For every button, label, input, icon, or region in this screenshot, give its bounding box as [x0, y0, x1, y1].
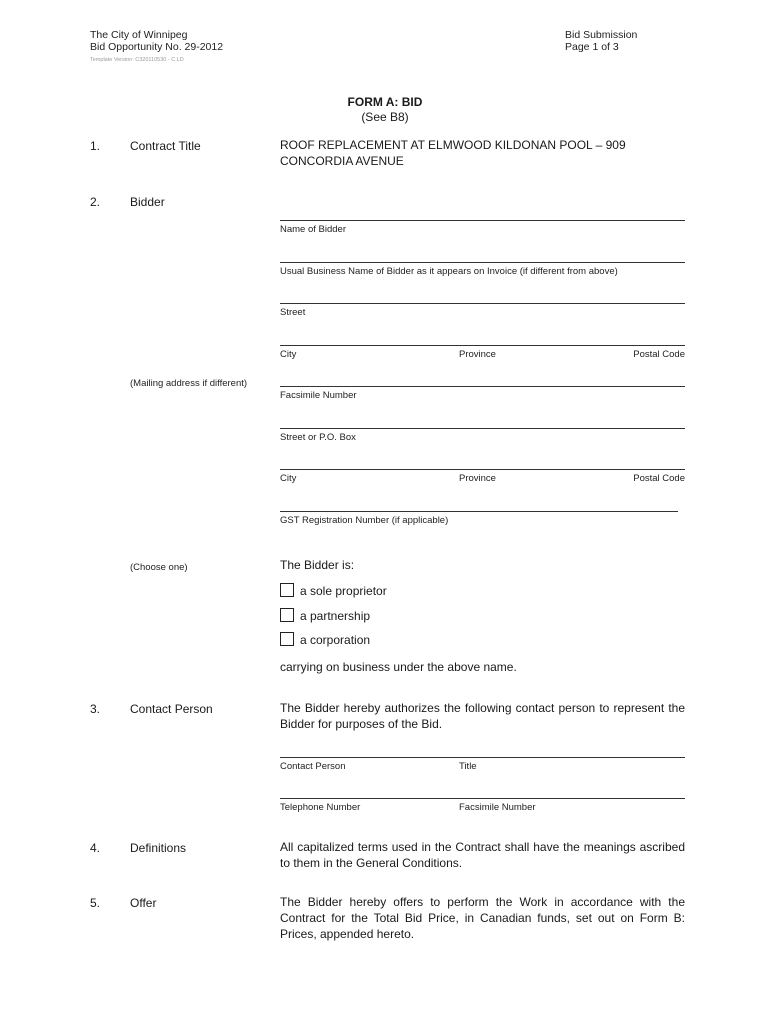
name-of-bidder-field[interactable] — [280, 220, 685, 221]
section-4-label: Definitions — [130, 841, 187, 855]
business-name-caption: Usual Business Name of Bidder as it appears on Invoice (if different from above) — [280, 266, 618, 277]
contact-person-field[interactable] — [280, 757, 685, 758]
sole-proprietor-checkbox[interactable] — [280, 583, 294, 597]
gst-registration-field[interactable] — [280, 511, 678, 512]
section-3-number: 3. — [90, 702, 101, 716]
contract-title-line2: CONCORDIA AVENUE — [280, 154, 404, 168]
postal-code-caption: Postal Code — [633, 349, 685, 360]
section-1-label: Contract Title — [130, 139, 201, 153]
mailing-city-caption: City — [280, 473, 297, 484]
contract-title-line1: ROOF REPLACEMENT AT ELMWOOD KILDONAN POOL – 909 — [280, 138, 626, 152]
section-1-number: 1. — [90, 139, 101, 153]
offer-text: The Bidder hereby offers to perform the Work in accordance with the Contract for the Total Bid Price, in Canadian funds, set out on Form B: Prices, appended hereto. — [280, 895, 685, 941]
form-title: FORM A: BID — [347, 95, 423, 109]
header-page-number: Page 1 of 3 — [565, 41, 619, 53]
name-of-bidder-caption: Name of Bidder — [280, 224, 347, 235]
gst-registration-caption: GST Registration Number (if applicable) — [280, 515, 449, 526]
telephone-caption: Telephone Number — [280, 802, 361, 813]
city-province-postal-field[interactable] — [280, 345, 685, 346]
header-template-version: Template Version: C320110530 - C LD — [90, 57, 184, 63]
section-5-number: 5. — [90, 896, 101, 910]
mailing-city-province-postal-field[interactable] — [280, 469, 685, 470]
street-po-box-caption: Street or P.O. Box — [280, 432, 356, 443]
contact-person-text: The Bidder hereby authorizes the following contact person to represent the Bidder for purposes of the Bid. — [280, 701, 685, 731]
province-caption: Province — [459, 349, 496, 360]
contact-person-caption: Contact Person — [280, 761, 346, 772]
section-3-label: Contact Person — [130, 702, 213, 716]
facsimile-caption: Facsimile Number — [280, 390, 357, 401]
bidder-is-label: The Bidder is: — [280, 558, 355, 572]
definitions-text: All capitalized terms used in the Contract shall have the meanings ascribed to them in the General Conditions. — [280, 840, 685, 870]
corporation-label: a corporation — [300, 633, 371, 647]
choose-one-note: (Choose one) — [130, 562, 188, 573]
section-2-number: 2. — [90, 195, 101, 209]
partnership-label: a partnership — [300, 609, 371, 623]
street-caption: Street — [280, 307, 306, 318]
mailing-province-caption: Province — [459, 473, 496, 484]
corporation-checkbox[interactable] — [280, 632, 294, 646]
street-po-box-field[interactable] — [280, 428, 685, 429]
telephone-facsimile-field[interactable] — [280, 798, 685, 799]
section-5-label: Offer — [130, 896, 157, 910]
header-city: The City of Winnipeg — [90, 29, 188, 41]
header-bid-opportunity: Bid Opportunity No. 29-2012 — [90, 41, 224, 53]
section-4-number: 4. — [90, 841, 101, 855]
mailing-postal-code-caption: Postal Code — [633, 473, 685, 484]
mailing-address-note: (Mailing address if different) — [130, 378, 248, 389]
title-caption: Title — [459, 761, 477, 772]
section-2-label: Bidder — [130, 195, 165, 209]
street-field[interactable] — [280, 303, 685, 304]
partnership-checkbox[interactable] — [280, 608, 294, 622]
sole-proprietor-label: a sole proprietor — [300, 584, 387, 598]
form-subtitle: (See B8) — [361, 110, 409, 124]
carrying-on-business-text: carrying on business under the above name. — [280, 660, 517, 674]
facsimile-field[interactable] — [280, 386, 685, 387]
business-name-field[interactable] — [280, 262, 685, 263]
header-submission: Bid Submission — [565, 29, 638, 41]
city-caption: City — [280, 349, 297, 360]
contact-facsimile-caption: Facsimile Number — [459, 802, 536, 813]
